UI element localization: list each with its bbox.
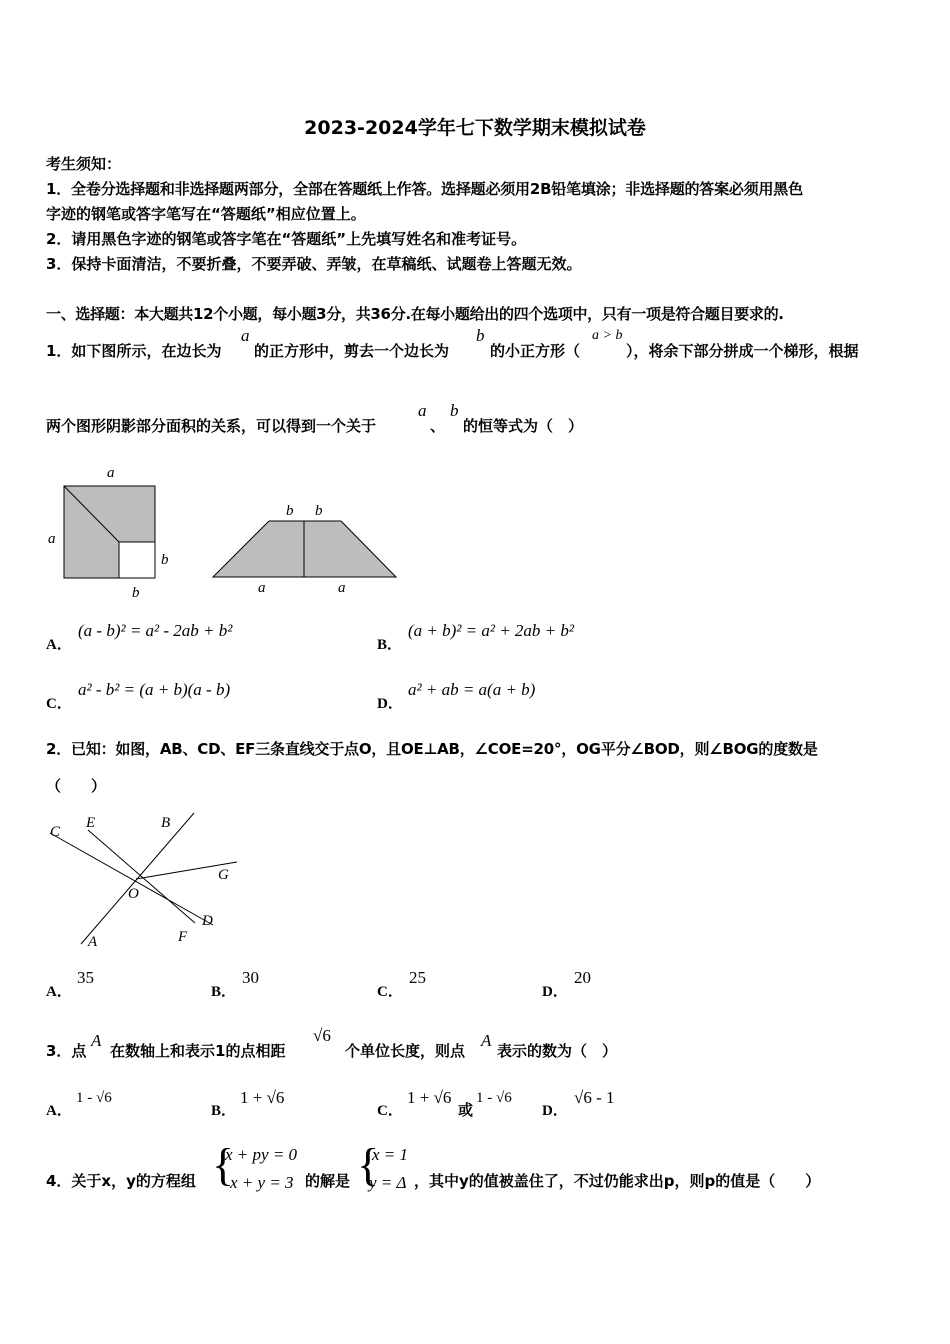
- line-ef: [88, 830, 195, 923]
- section-heading: 一、选择题：本大题共12个小题，每小题3分，共36分.在每小题给出的四个选项中，只有一项是符合题目要求的.: [46, 305, 784, 323]
- q2-lines-figure: [40, 808, 245, 953]
- q2-option-b-value: 30: [242, 968, 259, 987]
- label-E: E: [86, 815, 96, 831]
- q1-option-d-label: D．: [377, 696, 403, 712]
- q2-option-d-value: 20: [574, 968, 591, 987]
- notice-item-2: 2．请用黑色字迹的钢笔或答字笔在“答题纸”上先填写姓名和准考证号。: [46, 230, 527, 248]
- q1-line2-a: 两个图形阴影部分面积的关系，可以得到一个关于: [46, 417, 377, 435]
- label-left-a: a: [48, 531, 56, 547]
- q4-text-2: 的解是: [305, 1172, 351, 1190]
- removed-square: [119, 542, 155, 578]
- q3-option-d-expr: √6 - 1: [574, 1088, 615, 1107]
- q1-var-b: b: [476, 326, 485, 345]
- q1-text-2: 的正方形中，剪去一个边长为: [254, 342, 450, 360]
- q4-solution-y: y = Δ: [369, 1173, 407, 1192]
- q2-option-b-label: B．: [211, 984, 237, 1000]
- q1-trapezoid-figure: [205, 495, 405, 605]
- q2-text: 2．已知：如图，AB、CD、EF三条直线交于点O，且OE⊥AB，∠COE=20°，OG平分∠BOD，则∠BOG的度数是: [46, 740, 818, 758]
- q1-option-c-label: C．: [46, 696, 72, 712]
- q1-text-3: 的小正方形（: [490, 342, 581, 360]
- q4-solution-x: x = 1: [372, 1145, 409, 1164]
- notice-item-1-cont: 字迹的钢笔或答字笔写在“答题纸”相应位置上。: [46, 205, 366, 223]
- q3-option-a-expr: 1 - √6: [76, 1090, 112, 1106]
- q3-option-c-expr: 1 + √6: [407, 1088, 452, 1107]
- q2-option-a-value: 35: [77, 968, 94, 987]
- label-A: A: [88, 934, 98, 950]
- q1-text-4: ），将余下部分拼成一个梯形，根据: [626, 342, 859, 360]
- q4-equation-1: x + py = 0: [225, 1145, 298, 1164]
- q3-point-a-2: A: [481, 1031, 492, 1050]
- q1-line2-var-a: a: [418, 401, 427, 420]
- label-bottom-b: b: [132, 585, 140, 601]
- q4-text-3: ，其中y的值被盖住了，不过仍能求出p，则p的值是（ ）: [414, 1172, 821, 1190]
- q1-option-d-expr: a² + ab = a(a + b): [408, 680, 536, 699]
- label-D: D: [202, 913, 213, 929]
- q1-option-b-expr: (a + b)² = a² + 2ab + b²: [408, 621, 574, 640]
- q1-option-a-expr: (a - b)² = a² - 2ab + b²: [78, 621, 233, 640]
- q1-line2-var-b: b: [450, 401, 459, 420]
- q4-system-brace: {: [212, 1139, 235, 1190]
- q3-point-a: A: [91, 1031, 102, 1050]
- q3-option-b-expr: 1 + √6: [240, 1088, 285, 1107]
- q4-equation-2: x + y = 3: [230, 1173, 294, 1192]
- q3-text-1: 3．点: [46, 1042, 87, 1060]
- notice-item-1: 1．全卷分选择题和非选择题两部分，全部在答题纸上作答。选择题必须用2B铅笔填涂；非选择题的答案必须用黑色: [46, 180, 803, 198]
- q3-text-3: 个单位长度，则点: [345, 1042, 466, 1060]
- label-top-a: a: [107, 465, 115, 481]
- label-F: F: [178, 929, 188, 945]
- q2-option-c-value: 25: [409, 968, 426, 987]
- label-top-b1: b: [286, 503, 294, 519]
- q3-sqrt6: √6: [313, 1026, 331, 1045]
- q1-option-a-label: A．: [46, 637, 72, 653]
- q3-option-c-expr2: 1 - √6: [476, 1090, 512, 1106]
- label-G: G: [218, 867, 229, 883]
- q1-var-a: a: [241, 326, 250, 345]
- label-top-b2: b: [315, 503, 323, 519]
- q3-option-a-label: A．: [46, 1103, 72, 1119]
- q1-option-b-label: B．: [377, 637, 403, 653]
- q1-option-c-expr: a² - b² = (a + b)(a - b): [78, 680, 231, 699]
- notice-item-3: 3．保持卡面清洁，不要折叠，不要弄破、弄皱，在草稿纸、试题卷上答题无效。: [46, 255, 582, 273]
- q1-condition: a > b: [592, 328, 623, 343]
- q4-solution-brace: {: [357, 1139, 380, 1190]
- q3-text-2: 在数轴上和表示1的点相距: [110, 1042, 286, 1060]
- label-bottom-a1: a: [258, 580, 266, 596]
- label-bottom-a2: a: [338, 580, 346, 596]
- label-right-b: b: [161, 552, 169, 568]
- q2-option-d-label: D．: [542, 984, 568, 1000]
- q3-option-c-or: 或: [458, 1101, 474, 1119]
- q3-option-d-label: D．: [542, 1103, 568, 1119]
- q1-line2-b: 的恒等式为（ ）: [463, 417, 584, 435]
- label-O: O: [128, 886, 139, 902]
- notice-heading: 考生须知：: [46, 155, 122, 173]
- q3-option-b-label: B．: [211, 1103, 237, 1119]
- q3-text-4: 表示的数为（ ）: [497, 1042, 618, 1060]
- label-B: B: [161, 815, 171, 831]
- q4-text-1: 4．关于x，y的方程组: [46, 1172, 196, 1190]
- q1-line2-sep: 、: [430, 417, 446, 435]
- q2-option-a-label: A．: [46, 984, 72, 1000]
- line-cd: [50, 833, 213, 925]
- q1-square-figure: [40, 458, 190, 608]
- label-C: C: [50, 824, 61, 840]
- q1-text-1: 1．如下图所示，在边长为: [46, 342, 222, 360]
- page-title: 2023-2024学年七下数学期末模拟试卷: [304, 117, 646, 139]
- q2-option-c-label: C．: [377, 984, 403, 1000]
- q2-paren: （ ）: [46, 777, 107, 795]
- q3-option-c-label: C．: [377, 1103, 403, 1119]
